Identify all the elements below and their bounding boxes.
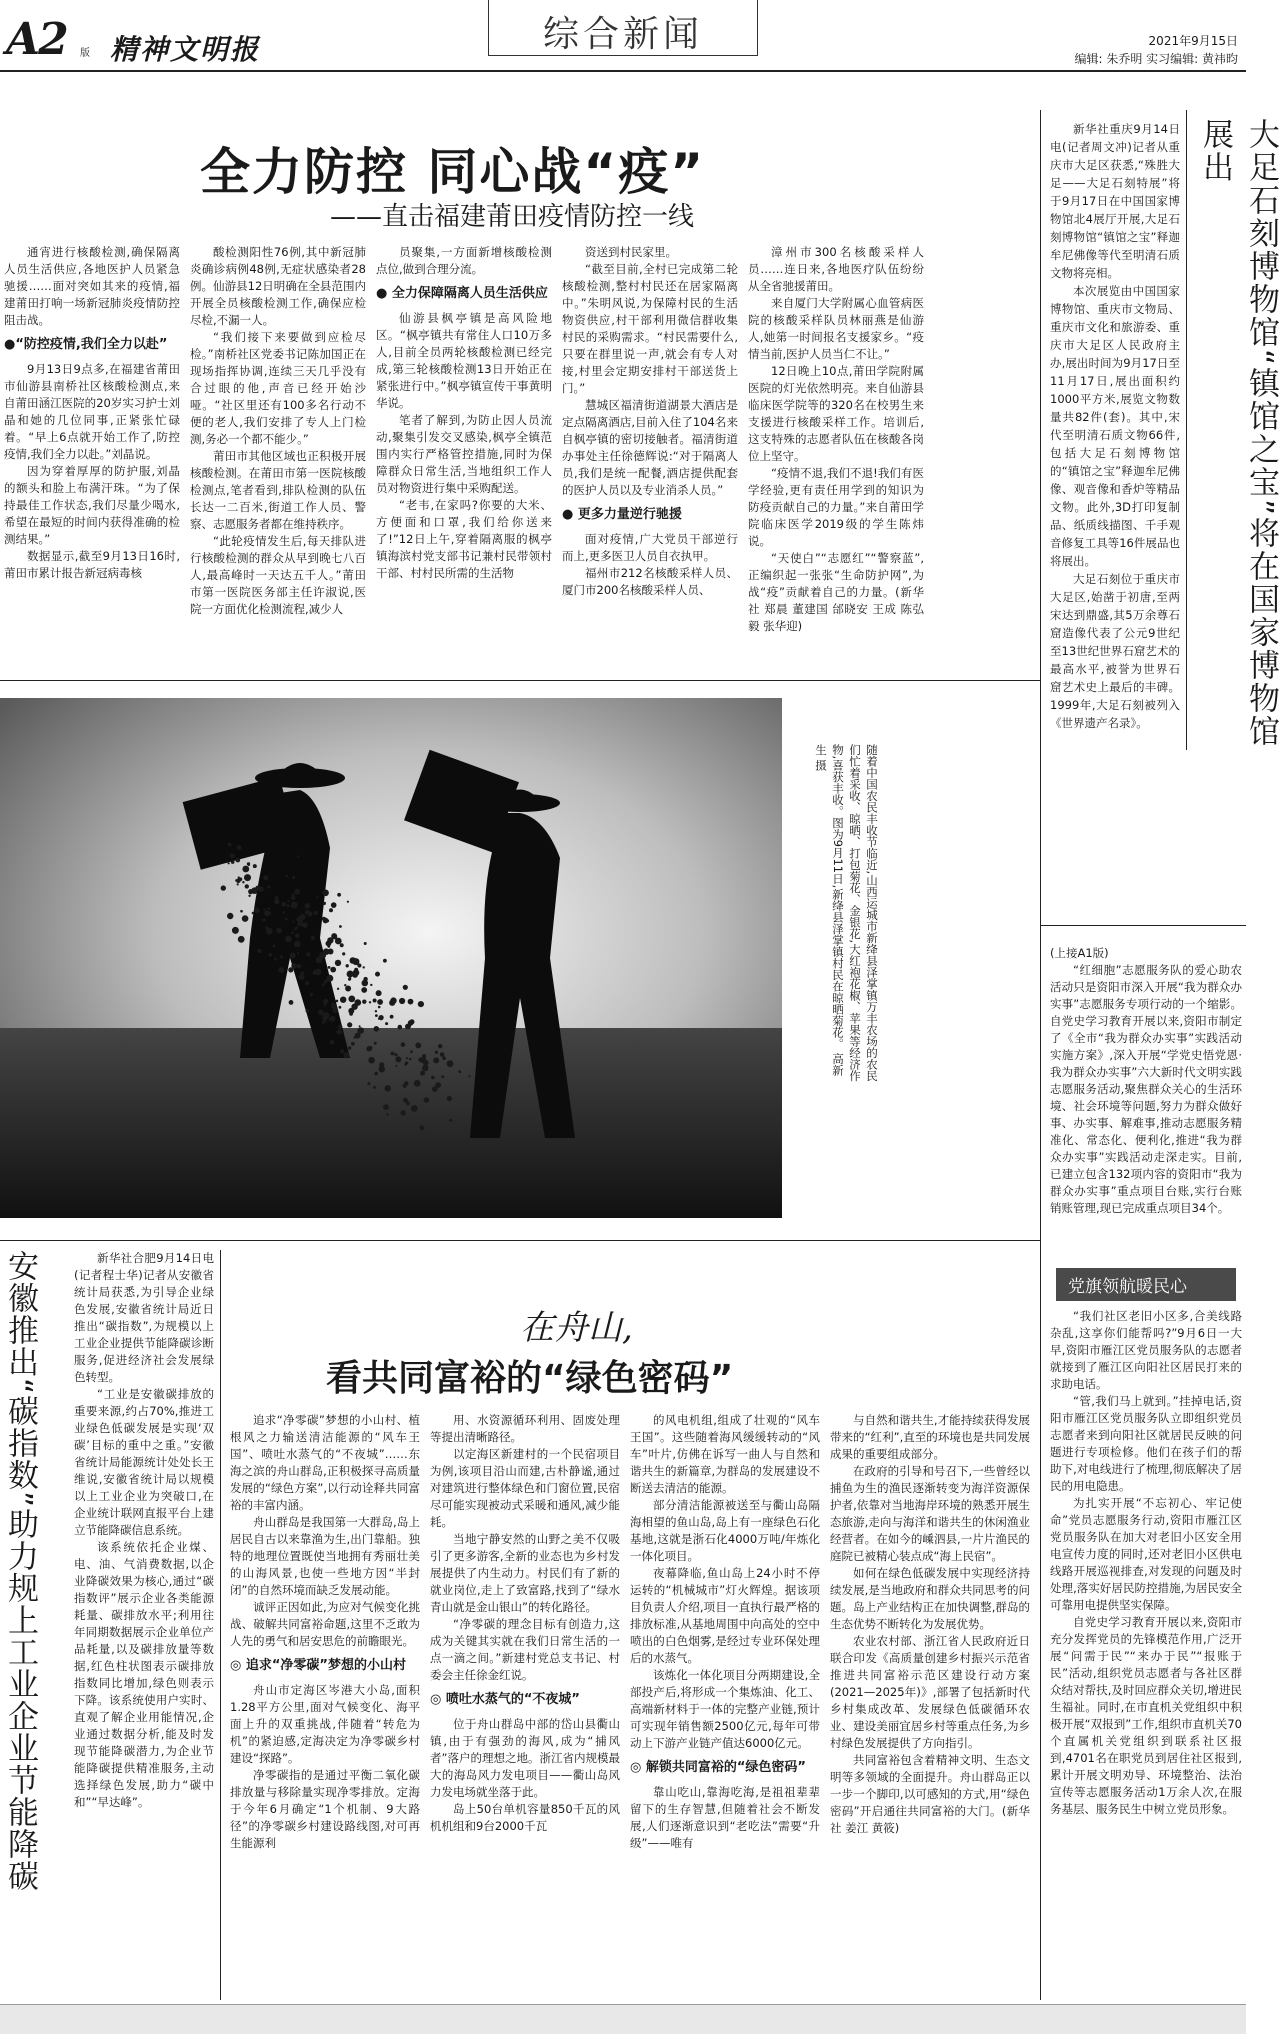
paragraph: 舟山市定海区岑港大小岛,面积1.28平方公里,面对气候变化、海平面上升的双重挑战,伴随着“转危为机”的紧迫感,定海决定为净零碳乡村建设“探路”。: [230, 1683, 420, 1765]
article1-column-2: [190, 244, 366, 664]
article1-title: 全力防控 同心战“疫”: [200, 143, 706, 201]
paragraph: 在政府的引导和号召下,一些曾经以捕鱼为生的渔民逐渐转变为海洋资源保护者,依靠对当地海岸环境的熟悉开展生态旅游,走向与海洋和谐共生的休闲渔业经营者。在如今的嵊泗县,一片片渔民的庭院已被精心装点成“海上民宿”。: [830, 1464, 1030, 1563]
paragraph: “疫情不退,我们不退!我们有医学经验,更有责任用学到的知识为防疫贡献自己的力量。”来自莆田学院临床医学2019级的学生陈炜说。: [748, 466, 924, 548]
divider: [1040, 110, 1041, 2000]
subheading: ● 全力保障隔离人员生活供应: [376, 286, 548, 301]
divider: [0, 1240, 1040, 1241]
paragraph: 笔者了解到,为防止因人员流动,聚集引发交叉感染,枫亭全镇范围内实行严格管控措施,同时为保障群众日常生活,当地组织工作人员对物资进行集中采购配送。: [376, 413, 552, 495]
paragraph: 共同富裕包含着精神文明、生态文明等多领域的全面提升。舟山群岛正以一步一个脚印,以可感知的方式,用“绿色密码”开启通往共同富裕的大门。(新华社 姜江 黄筱): [830, 1753, 1030, 1835]
subheading: ●“防控疫情,我们全力以赴”: [4, 337, 168, 352]
sidebar-title: 大足石刻博物馆“镇馆之宝”将在国家博物馆展出: [1197, 118, 1279, 749]
paragraph: 净零碳指的是通过平衡二氧化碳排放量与移除量实现净零排放。定海于今年6月确定“1个机制、9大路径”的净零碳乡村建设路线图,对可再生能源利: [230, 1768, 420, 1850]
article1-column-5: [748, 244, 924, 664]
paragraph: 与自然和谐共生,才能持续获得发展带来的“红利”,直至的环境也是共同发展成果的重要组成部分。: [830, 1413, 1030, 1461]
paragraph: 因为穿着厚厚的防护服,刘晶的额头和脸上布满汗珠。“为了保持最佳工作状态,我们尽量少喝水,希望在最短的时间内获得准确的检测结果。”: [4, 464, 180, 546]
paragraph: 本次展览由中国国家博物馆、重庆市文物局、重庆市文化和旅游委、重庆市大足区人民政府主办,展出时间为9月17日至11月17日,展出面积约1000平方米,展览文物数量共82件(套)。其中,宋代至明清石质文物66件,包括大足石刻博物馆的“镇馆之宝”释迦牟尼佛像、观音像和香炉等精品文物。此外,3D打印复制品、纸质线描图、千手观音修复工具等16件展品也将展出。: [1050, 284, 1180, 568]
paragraph: 漳州市300名核酸采样人员……连日来,各地医疗队伍纷纷从全省驰援莆田。: [748, 245, 924, 293]
paragraph: 舟山群岛是我国第一大群岛,岛上居民自古以来靠渔为生,出门靠船。独特的地理位置既使当地拥有秀丽壮美的山海风景,也使一些地方因“半封闭”的自然环境而缺乏发展动能。: [230, 1515, 420, 1597]
date: 2021年9月15日: [1148, 34, 1238, 48]
paragraph: 如何在绿色低碳发展中实现经济持续发展,是当地政府和群众共同思考的问题。岛上产业结构正在加快调整,群岛的生态优势不断转化为发展优势。: [830, 1566, 1030, 1631]
paragraph: “工业是安徽碳排放的重要来源,约占70%,推进工业绿色低碳发展是实现‘双碳’目标的重中之重。”安徽省统计局能源统计处处长王维说,安徽省统计局以规模以上工业企业为突破口,在企业统计联网直报平台上建立节能降碳信息系统。: [74, 1387, 214, 1537]
paragraph: “此轮疫情发生后,每天排队进行核酸检测的群众从早到晚七八百人,最高峰时一天达五千人。”莆田市第一医院医务部主任许淑说,医院一方面优化检测流程,减少人: [190, 534, 366, 616]
paragraph: 莆田市其他区域也正积极开展核酸检测。在莆田市第一医院核酸检测点,笔者看到,排队检测的队伍长达一二百米,街道工作人员、警察、志愿服务者都在维持秩序。: [190, 449, 366, 531]
paragraph: 位于舟山群岛中部的岱山县衢山镇,由于有强劲的海风,成为“捕风者”落户的理想之地。浙江省内规模最大的海岛风力发电项目——衢山岛风力发电场就坐落于此。: [430, 1717, 620, 1799]
paragraph: 该系统依托企业煤、电、油、气消费数据,以企业降碳效果为核心,通过“碳指数评”展示企业各类能源耗量、碳排放水平;利用往年同期数据展示企业单位产品耗量,以及碳排放量等数据,红色柱状图表示碳排放指数同比增加,绿色则表示下降。该系统使用户实时、直观了解企业用能情况,企业通过数据分析,能及时发现节能降碳潜力,为企业节能降碳提供精准服务,主动选择绿色发展,助力“碳中和”“早达峰”。: [74, 1540, 214, 1809]
paragraph: “老韦,在家吗?你要的大米、方便面和口罩,我们给你送来了!”12日上午,穿着隔离服的枫亭镇海滨村党支部书记兼村民带领村干部、村村民所需的生活物: [376, 498, 552, 580]
paragraph: “红细胞”志愿服务队的爱心助农活动只是资阳市深入开展“我为群众办实事”志愿服务专项行动的一个缩影。自党史学习教育开展以来,资阳市制定了《全市“我为群众办实事”实践活动实施方案》,深入开展“学党史悟党恩·我为群众办实事”六大新时代文明实践志愿服务活动,聚焦群众关心的生活环境、社会环境等问题,努力为群众做好事、办实事、解难事,推动志愿服务精准化、常态化、便利化,推进“我为群众办实事”实践活动走深走实。目前,已建立包含132项内容的资阳市“我为群众办实事”重点项目台账,实行台账销账管理,现已完成重点项目34个。: [1050, 963, 1242, 1215]
paragraph: 以定海区新建村的一个民宿项目为例,该项目沿山而建,古朴静谧,通过对建筑进行整体绿色和门窗位置,民宿尽可能实现被动式采暖和通风,减少能耗。: [430, 1447, 620, 1529]
farmers-drying-chrysanthemums-photo: [0, 698, 782, 1218]
paragraph: “我们接下来要做到应检尽检。”南桥社区党委书记陈加国正在现场指挥协调,连续三天几乎没有合过眼的他,声音已经开始沙哑。“社区里还有100多名行动不便的老人,我们安排了专人上门检测,务必一个都不能少。”: [190, 330, 366, 446]
page-number: A2: [6, 14, 67, 65]
paragraph: 夜幕降临,鱼山岛上24小时不停运转的“机械城市”灯火辉煌。据该项目负责人介绍,项目一直执行最严格的排放标准,从基地周围中向高处的空中喷出的白色烟雾,是经过专业环保处理后的水蒸气。: [630, 1566, 820, 1665]
article2-column-2: [430, 1412, 620, 1997]
section-tag: 党旗领航暖民心: [1056, 1268, 1236, 1301]
editors: 编辑: 朱乔明 实习编辑: 黄祎昀: [1074, 52, 1238, 66]
paragraph: 通宵进行核酸检测,确保隔离人员生活供应,各地医护人员紧急驰援……面对突如其来的疫情,福建莆田打响一场新冠肺炎疫情防控阻击战。: [4, 245, 180, 327]
paragraph: 资送到村民家里。: [585, 245, 677, 259]
paragraph: “天使白”“志愿红”“警察蓝”,正编织起一张张“生命防护网”,为战“疫”贡献着自己的力量。(新华社 郑晨 董建国 邰晓安 王成 陈弘毅 张华迎): [748, 551, 924, 633]
paragraph: 福州市212名核酸采样人员、厦门市200名核酸采样人员、: [562, 566, 738, 597]
paragraph: “我们社区老旧小区多,合美线路杂乱,这享你们能帮吗?”9月6日一大早,资阳市雁江区党员服务队的志愿者就接到了雁江区向阳社区居民打来的求助电话。: [1050, 1309, 1242, 1391]
sidebar-continued: [1050, 945, 1242, 1245]
paragraph: “管,我们马上就到。”挂掉电话,资阳市雁江区党员服务队立即组织党员志愿者来到向阳社区就居民反映的问题进行专项检修。他们在孩子们的帮助下,对电线进行了梳理,彻底解决了居民的用电隐患。: [1050, 1394, 1242, 1493]
article2-column-4: [830, 1412, 1030, 1997]
paragraph: 部分清洁能源被送至与衢山岛隔海相望的鱼山岛,岛上有一座绿色石化基地,这就是浙石化4000万吨/年炼化一体化项目。: [630, 1498, 820, 1563]
paragraph: 酸检测阳性76例,其中新冠肺炎确诊病例48例,无症状感染者28例。仙游县12日明确在全县范围内开展全员核酸检测工作,确保应检尽检,不漏一人。: [190, 245, 366, 327]
subheading: ◎ 喷吐水蒸气的“不夜城”: [430, 1692, 580, 1707]
paragraph: 新华社合肥9月14日电(记者程士华)记者从安徽省统计局获悉,为引导企业绿色发展,安徽省统计局近日推出“碳指数”,为规模以上工业企业提供节能降碳诊断服务,促进经济社会发展绿色转型。: [74, 1251, 214, 1384]
paragraph: 用、水资源循环利用、固废处理等提出清晰路径。: [430, 1413, 620, 1444]
paper-name: 精神文明报: [110, 33, 261, 66]
page-bottom-bar: [0, 2004, 1246, 2034]
section-title: 综合新闻: [542, 14, 703, 55]
paragraph: 慧城区福清街道湖景大酒店是定点隔离酒店,目前入住了104名来自枫亭镇的密切接触者。福清街道办事处主任徐德辉说:“对于隔离人员,我们是统一配餐,酒店提供配套的医护人员以及专业消杀人员。”: [562, 398, 738, 497]
article2-column-1: [230, 1412, 420, 1997]
divider: [1040, 925, 1246, 926]
photo-caption: 随着中国农民丰收节临近,山西运城市新绛县泽掌镇万丰农场的农民们忙着采收、晾晒、打包菊花、金银花,大红袍花椒、苹果等经济作物,喜获丰收。图为9月11日,新绛县泽掌镇村民在晾晒菊花。 高新生 摄: [814, 744, 879, 1082]
masthead: [0, 0, 1246, 72]
paragraph: 当地宁静安然的山野之美不仅吸引了更多游客,全新的业态也为乡村发展提供了内生动力。村民们有了新的就业岗位,走上了致富路,找到了“绿水青山就是金山银山”的转化路径。: [430, 1532, 620, 1614]
article2-column-3: [630, 1412, 820, 1997]
paragraph: 的风电机组,组成了壮观的“风车王国”。这些随着海风缓缓转动的“风车”叶片,仿佛在诉写一曲人与自然和谐共生的新篇章,为群岛的发展建设不断送去清洁的能源。: [630, 1413, 820, 1495]
paragraph: 数据显示,截至9月13日16时,莆田市累计报告新冠病毒核: [4, 549, 180, 580]
article2-title: 看共同富裕的“绿色密码”: [326, 1358, 734, 1399]
paragraph: 仙游县枫亭镇是高风险地区。“枫亭镇共有常住人口10万多人,目前全员两轮核酸检测已经完成,第三轮核酸检测13日开始正在紧张进行中。”枫亭镇宣传干事黄明华说。: [376, 311, 552, 410]
article1-column-1: [4, 244, 180, 664]
sidebar-body: [1050, 120, 1180, 870]
paragraph: 9月13日9点多,在福建省莆田市仙游县南桥社区核酸检测点,来自莆田涵江医院的20岁实习护士刘晶和她的几位同事,正紧张忙碌着。“早上6点就开始工作了,防控疫情,我们全力以赴。”刘晶说。: [4, 362, 180, 461]
masthead-rule: [0, 70, 1246, 72]
article1-column-3: [376, 244, 552, 664]
paragraph: 为扎实开展“不忘初心、牢记使命”党员志愿服务行动,资阳市雁江区党员服务队在加大对老旧小区安全用电宣传力度的同时,还对老旧小区供电线路开展巡视排查,对发现的问题及时处理,落实好居民防控措施,为居民安全可靠用电提供坚实保障。: [1050, 1496, 1242, 1612]
divider: [1186, 110, 1187, 750]
paragraph: “截至目前,全村已完成第二轮核酸检测,整村村民还在居家隔离中。”朱明风说,为保障村民的生活物资供应,村干部利用微信群收集村民的采购需求。“村民需要什么,只要在群里说一声,就会有专人对接,村里会定期安排村干部送货上门。”: [562, 262, 738, 395]
section-bar: [488, 0, 758, 56]
paragraph: 岛上50台单机容量850千瓦的风机机组和9台2000千瓦: [430, 1802, 620, 1833]
sidebar-tag-body: [1050, 1308, 1242, 1998]
paragraph: 追求“净零碳”梦想的小山村、植根风之力输送清洁能源的“风车王国”、喷吐水蒸气的“不夜城”……东海之滨的舟山群岛,正积极探寻高质量发展的“绿色方案”,以行动诠释共同富裕的丰富内涵。: [230, 1413, 420, 1512]
subheading: ◎ 解锁共同富裕的“绿色密码”: [630, 1760, 806, 1775]
paragraph: 诚评正因如此,为应对气候变化挑战、破解共同富裕命题,这里不乏敢为人先的勇气和居安思危的前瞻眼光。: [230, 1600, 420, 1648]
article1-column-4: [562, 244, 738, 664]
paragraph: 12日晚上10点,莆田学院附属医院的灯光依然明亮。来自仙游县临床医学院等的320名在校男生来支援进行核酸采样工作。培训后,这支特殊的志愿者队伍在核酸各岗位上坚守。: [748, 364, 924, 463]
divider: [0, 680, 1040, 681]
news-photo: [0, 698, 782, 1218]
divider: [220, 1250, 221, 2000]
paragraph: 自党史学习教育开展以来,资阳市充分发挥党员的先锋模范作用,广泛开展“问需于民”“来办于民”“报账于民”活动,组织党员志愿者与各社区群众结对帮扶,及时回应群众关切,增进民生福祉。同时,在市直机关党组织中积极开展“双报到”工作,组织市直机关70个直属机关党组织到联系社区报到,4701名在职党员到居住社区报到,累计开展文明劝导、环境整治、法治宣传等志愿服务活动1万余人次,在服务基层、服务民生中树立党员形象。: [1050, 1615, 1242, 1816]
paragraph: 新华社重庆9月14日电(记者周文冲)记者从重庆市大足区获悉,“殊胜大足——大足石刻特展”将于9月17日在中国国家博物馆北4展厅开展,大足石刻博物馆“镇馆之宝”释迦牟尼佛像等代至明清石质文物将亮相。: [1050, 122, 1180, 280]
continuation-label: (上接A1版): [1050, 946, 1109, 960]
article2-kicker: 在舟山,: [520, 1308, 633, 1348]
page-number-suffix: 版: [80, 48, 90, 59]
side-article-body: [74, 1250, 214, 1995]
subheading: ◎ 追求“净零碳”梦想的小山村: [230, 1658, 406, 1673]
subheading: ● 更多力量逆行驰援: [562, 507, 682, 522]
article1-subtitle: ——直击福建莆田疫情防控一线: [330, 202, 695, 232]
paragraph: 该炼化一体化项目分两期建设,全部投产后,将形成一个集炼油、化工、高端新材料于一体的完整产业链,预计可实现年销售额2500亿元,每年可带动上下游产业链产值达6000亿元。: [630, 1668, 820, 1750]
paragraph: 来自厦门大学附属心血管病医院的核酸采样队员林丽燕是仙游人,她第一时间报名支援家乡。“疫情当前,医护人员当仁不让。”: [748, 296, 924, 361]
paragraph: 大足石刻位于重庆市大足区,始凿于初唐,至两宋达到鼎盛,其5万余尊石窟造像代表了公元9世纪至13世纪世界石窟艺术的最高水平,被誉为世界石窟艺术史上最后的丰碑。1999年,大足石刻被列入《世界遗产名录》。: [1050, 572, 1180, 730]
paragraph: 靠山吃山,靠海吃海,是祖祖辈辈留下的生存智慧,但随着社会不断发展,人们逐渐意识到“老吃法”需要“升级”——唯有: [630, 1785, 820, 1850]
paragraph: 农业农村部、浙江省人民政府近日联合印发《高质量创建乡村振兴示范省推进共同富裕示范区建设行动方案(2021—2025年)》,部署了包括新时代乡村集成改革、发展绿色低碳循环农业、建设美丽宜居乡村等重点任务,为乡村绿色发展提供了方向指引。: [830, 1634, 1030, 1750]
paragraph: 面对疫情,广大党员干部逆行而上,更多医卫人员自衣执甲。: [562, 532, 738, 563]
paragraph: 员聚集,一方面新增核酸检测点位,做到合理分流。: [376, 245, 552, 276]
side-article-title: 安徽推出“碳指数”助力规上工业企业节能降碳: [2, 1250, 38, 1893]
paragraph: “净零碳的理念目标有创造力,这成为关键其实就在我们日常生活的一点一滴之间。”新建村党总支书记、村委会主任徐金红说。: [430, 1617, 620, 1682]
